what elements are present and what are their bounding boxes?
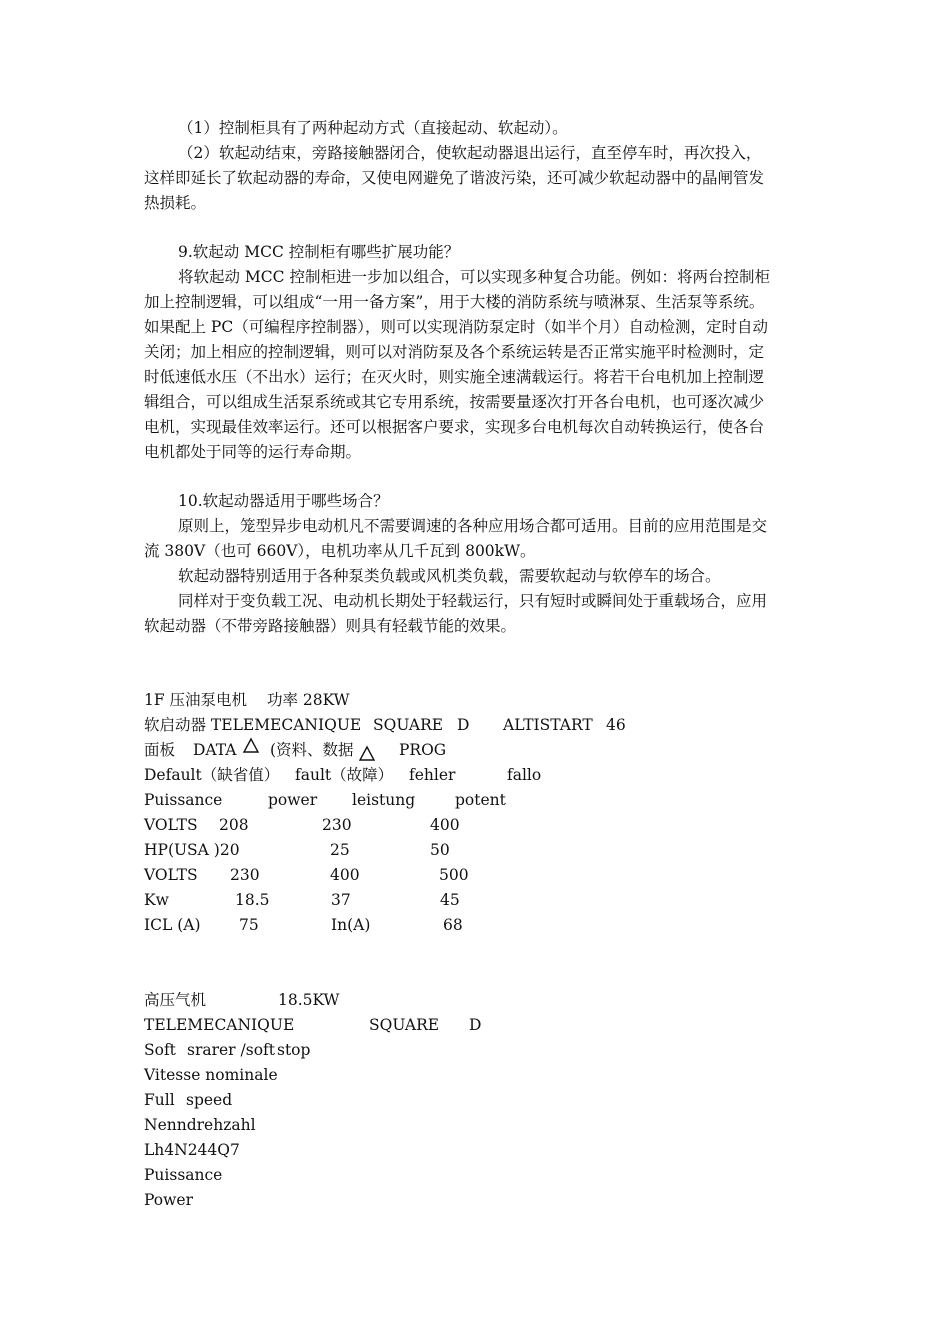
note-text: 46 xyxy=(606,716,626,734)
note-text: Full xyxy=(144,1091,175,1109)
note-text: Puissance xyxy=(144,1166,223,1184)
note-text: (资料、数据 xyxy=(270,741,354,759)
note-text: D xyxy=(457,716,470,734)
note-text: 400 xyxy=(330,866,360,884)
note-text: In(A) xyxy=(331,916,371,934)
note-text: 75 xyxy=(239,916,259,934)
note-text: stop xyxy=(277,1041,311,1059)
note-text: Puissance xyxy=(144,791,223,809)
note-text: potent xyxy=(455,791,506,809)
note-text: Kw xyxy=(144,891,169,909)
paragraph-line: 热损耗。 xyxy=(144,194,207,212)
note-text: PROG xyxy=(399,741,447,759)
section-heading: 10.软起动器适用于哪些场合？ xyxy=(178,492,389,510)
note-text: Nenndrehzahl xyxy=(144,1116,256,1134)
paragraph-line: 这样即延长了软起动器的寿命，又使电网避免了谐波污染，还可减少软起动器中的晶闸管发 xyxy=(144,169,765,187)
note-text: 50 xyxy=(430,841,450,859)
note-text: 500 xyxy=(439,866,469,884)
paragraph-line: 流 380V（也可 660V），电机功率从几千瓦到 800kW。 xyxy=(144,542,536,560)
note-text: 208 xyxy=(219,816,249,834)
section-heading: 9.软起动 MCC 控制柜有哪些扩展功能？ xyxy=(178,243,460,261)
note-text: 230 xyxy=(230,866,260,884)
note-text: SQUARE xyxy=(373,716,444,734)
note-text: speed xyxy=(186,1091,233,1109)
note-text: HP(USA )20 xyxy=(144,841,240,859)
paragraph-line: （2）软起动结束，旁路接触器闭合，使软起动器退出运行，直至停车时，再次投入， xyxy=(178,144,762,162)
note-text: Vitesse nominale xyxy=(144,1066,278,1084)
paragraph-line: 时低速低水压（不出水）运行；在灭火时，则实施全速满载运行。将若干台电机加上控制逻 xyxy=(144,368,765,386)
note-text: 软启动器 TELEMECANIQUE xyxy=(144,716,362,734)
note-text: 230 xyxy=(322,816,352,834)
note-text: SQUARE xyxy=(369,1016,440,1034)
note-text: power xyxy=(268,791,318,809)
paragraph-line: 软起动器特别适用于各种泵类负载或风机类负载，需要软起动与软停车的场合。 xyxy=(178,567,721,585)
note-text: DATA xyxy=(193,741,237,759)
triangle-icon xyxy=(358,745,376,763)
note-text: ALTISTART xyxy=(503,716,593,734)
paragraph-line: 加上控制逻辑，可以组成“一用一备方案”，用于大楼的消防系统与喷淋泵、生活泵等系统。 xyxy=(144,293,765,311)
note-text: fallo xyxy=(507,766,542,784)
note-text: fehler xyxy=(409,766,456,784)
note-text: srarer /soft xyxy=(187,1041,275,1059)
note-text: Soft xyxy=(144,1041,176,1059)
paragraph-line: 软起动器（不带旁路接触器）则具有轻载节能的效果。 xyxy=(144,617,517,635)
note-text: 18.5KW xyxy=(278,991,340,1009)
paragraph-line: 将软起动 MCC 控制柜进一步加以组合，可以实现多种复合功能。例如：将两台控制柜 xyxy=(178,268,770,286)
paragraph-line: 同样对于变负载工况、电动机长期处于轻载运行，只有短时或瞬间处于重载场合，应用 xyxy=(178,592,768,610)
paragraph-line: 原则上，笼型异步电动机凡不需要调速的各种应用场合都可适用。目前的应用范围是交 xyxy=(178,517,768,535)
note-text: VOLTS xyxy=(144,866,198,884)
paragraph-line: 电机都处于同等的运行寿命期。 xyxy=(144,443,362,461)
note-text: 功率 28KW xyxy=(267,691,350,709)
note-text: TELEMECANIQUE xyxy=(144,1016,295,1034)
note-text: 37 xyxy=(331,891,351,909)
note-text: fault（故障） xyxy=(295,766,394,784)
note-text: 18.5 xyxy=(235,891,270,909)
note-text: ICL (A) xyxy=(144,916,201,934)
note-text: 45 xyxy=(440,891,460,909)
note-text: 1F 压油泵电机 xyxy=(144,691,248,709)
note-text: 25 xyxy=(330,841,350,859)
paragraph-line: 如果配上 PC（可编程序控制器），则可以实现消防泵定时（如半个月）自动检测，定时自动 xyxy=(144,318,768,336)
paragraph-line: （1）控制柜具有了两种起动方式（直接起动、软起动）。 xyxy=(178,119,568,137)
triangle-icon xyxy=(242,737,260,755)
note-text: 400 xyxy=(430,816,460,834)
note-text: leistung xyxy=(352,791,416,809)
note-text: 68 xyxy=(443,916,463,934)
note-text: Power xyxy=(144,1191,193,1209)
note-text: Default（缺省值） xyxy=(144,766,280,784)
note-text: D xyxy=(469,1016,482,1034)
note-text: Lh4N244Q7 xyxy=(144,1141,240,1159)
note-text: 高压气机 xyxy=(144,991,207,1009)
paragraph-line: 电机，实现最佳效率运行。还可以根据客户要求，实现多台电机每次自动转换运行，使各台 xyxy=(144,418,765,436)
paragraph-line: 关闭；加上相应的控制逻辑，则可以对消防泵及各个系统运转是否正常实施平时检测时，定 xyxy=(144,343,765,361)
paragraph-line: 辑组合，可以组成生活泵系统或其它专用系统，按需要量逐次打开各台电机，也可逐次减少 xyxy=(144,393,765,411)
note-text: VOLTS xyxy=(144,816,198,834)
note-text: 面板 xyxy=(144,741,176,759)
